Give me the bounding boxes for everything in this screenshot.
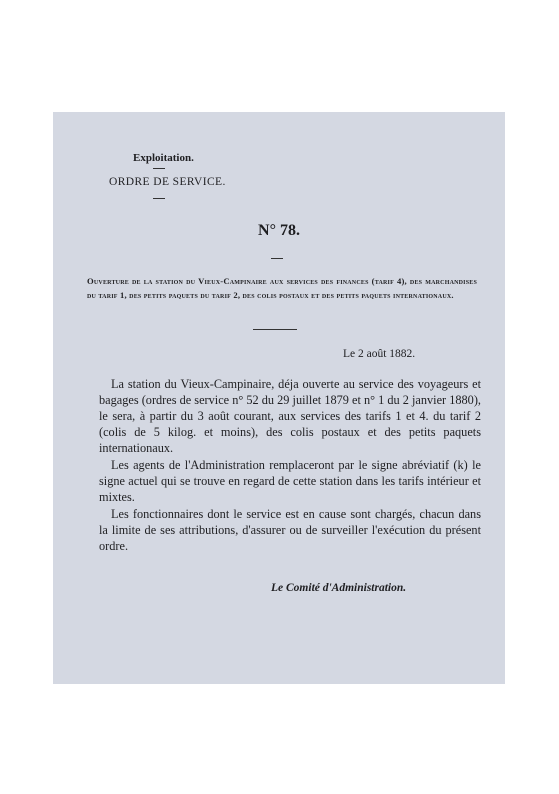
order-date: Le 2 août 1882. xyxy=(343,348,416,360)
document-page xyxy=(53,112,505,684)
divider xyxy=(153,198,165,199)
department-label: Exploitation. xyxy=(133,152,194,164)
order-number: N° 78. xyxy=(258,222,300,239)
paragraph: La station du Vieux-Campinaire, déja ouverte au service des voyageurs et bagages (ordres de service n° 52 du 29 juillet 1879 et n° 1 du 2 janvier 1880), le sera, à partir du 3 août courant, aux services des tarifs 1 et 4. du tarif 2 (colis de 5 kilog. et moins), des colis postaux et des petits paquets internationaux. xyxy=(99,377,481,455)
order-type-label: ORDRE DE SERVICE. xyxy=(109,176,226,188)
order-subject: Ouverture de la station du Vieux-Campinaire aux services des finances (tarif 4), des marchandises du tarif 1, des petits paquets du tarif 2, des colis postaux et des petits paquets internationaux. xyxy=(87,276,477,300)
divider xyxy=(271,258,283,259)
paragraph: Les agents de l'Administration remplaceront par le signe abréviatif (k) le signe actuel qui se trouve en regard de cette station dans les tarifs intérieur et mixtes. xyxy=(99,458,481,504)
signature: Le Comité d'Administration. xyxy=(271,582,407,594)
divider xyxy=(253,329,297,330)
divider xyxy=(153,168,165,169)
order-body xyxy=(99,376,481,554)
paragraph: Les fonctionnaires dont le service est en cause sont chargés, chacun dans la limite de ses attributions, d'assurer ou de surveiller l'exécution du présent ordre. xyxy=(99,507,481,553)
